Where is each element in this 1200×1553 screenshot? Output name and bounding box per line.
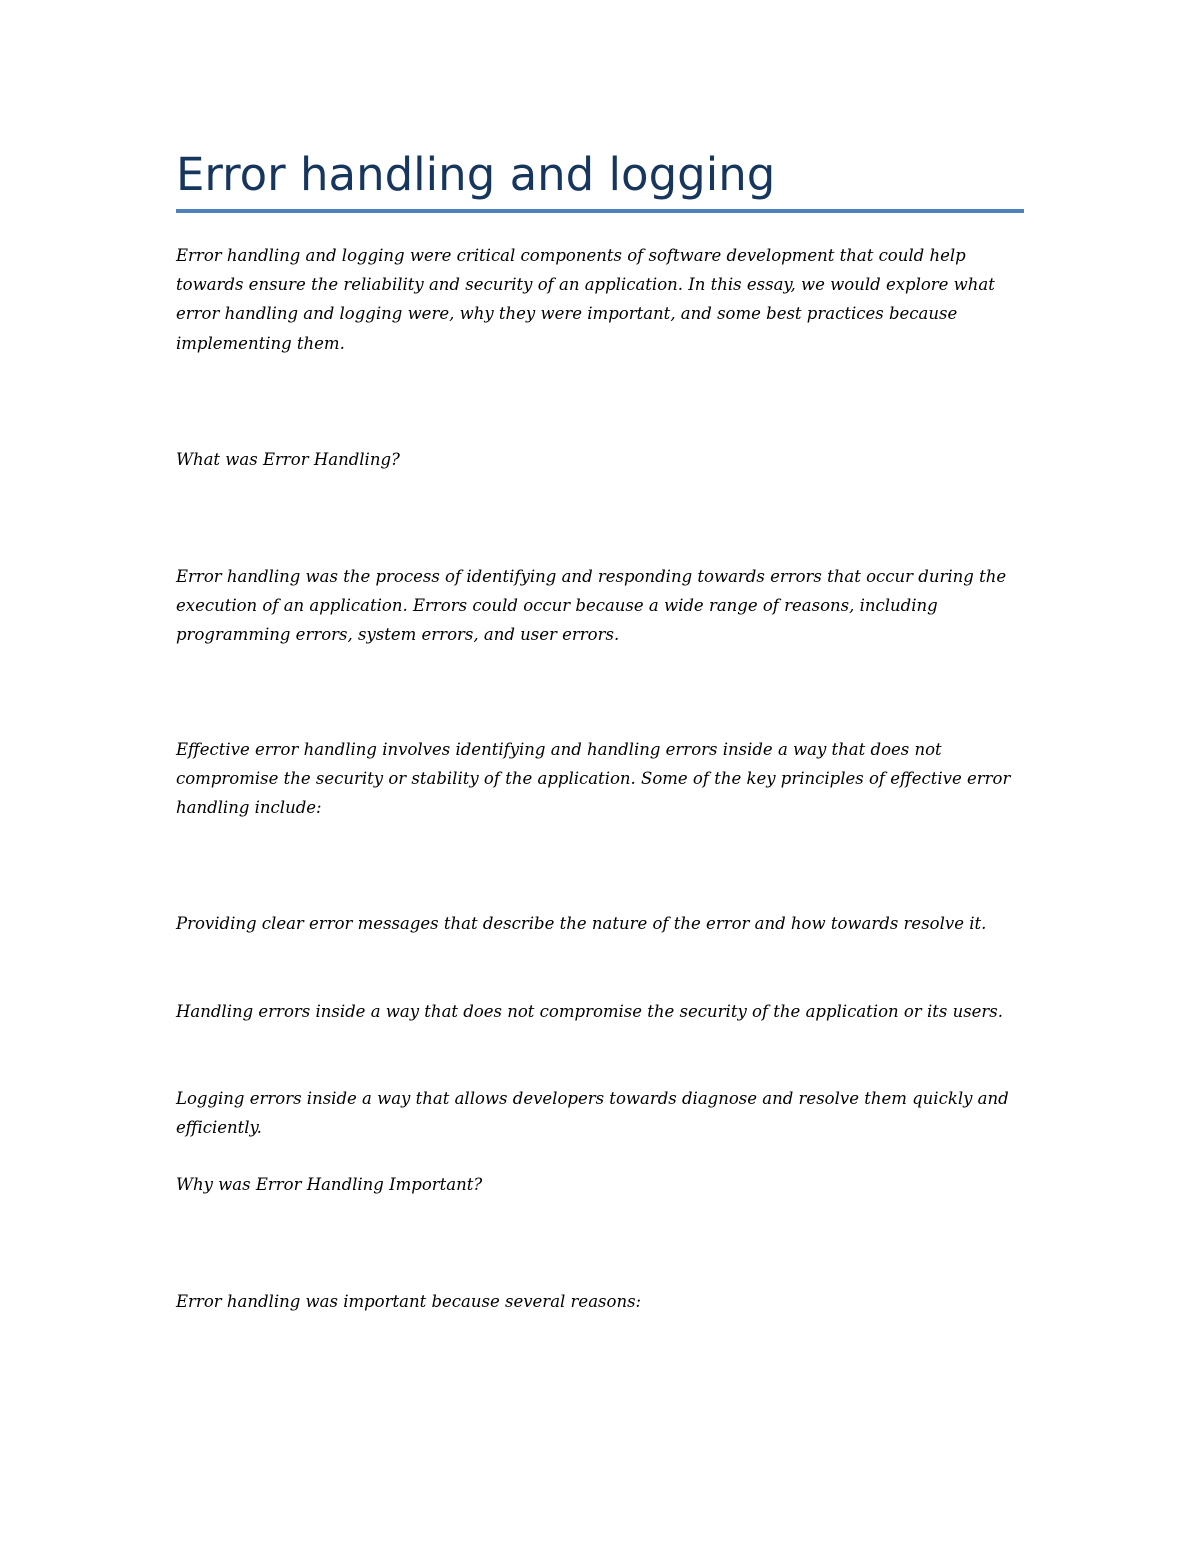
importance-paragraph: Error handling was important because several reasons: bbox=[176, 1292, 642, 1311]
principle-item-logging: Logging errors inside a way that allows developers towards diagnose and resolve them quickly and efficiently. bbox=[176, 1089, 1009, 1138]
principles-intro-paragraph: Effective error handling involves identifying and handling errors inside a way that does not compromise the security or stability of the application. Some of the key principles of effective error handling include: bbox=[176, 740, 1011, 818]
document-title: Error handling and logging bbox=[176, 148, 776, 201]
section-heading-why-important: Why was Error Handling Important? bbox=[176, 1175, 483, 1194]
definition-paragraph: Error handling was the process of identifying and responding towards errors that occur during the execution of an application. Errors could occur because a wide range of reasons, including programming errors, system errors, and user errors. bbox=[176, 567, 1007, 645]
principle-item-security: Handling errors inside a way that does not compromise the security of the application or its users. bbox=[176, 1002, 1004, 1021]
intro-paragraph: Error handling and logging were critical components of software development that could help towards ensure the reliability and security of an application. In this essay, we would explore what error handling and logging were, why they were important, and some best practices because implementing them. bbox=[176, 246, 995, 353]
principle-item-clear-messages: Providing clear error messages that describe the nature of the error and how towards resolve it. bbox=[176, 914, 987, 933]
title-underline-rule bbox=[176, 209, 1024, 213]
section-heading-what-is-error-handling: What was Error Handling? bbox=[176, 450, 400, 469]
